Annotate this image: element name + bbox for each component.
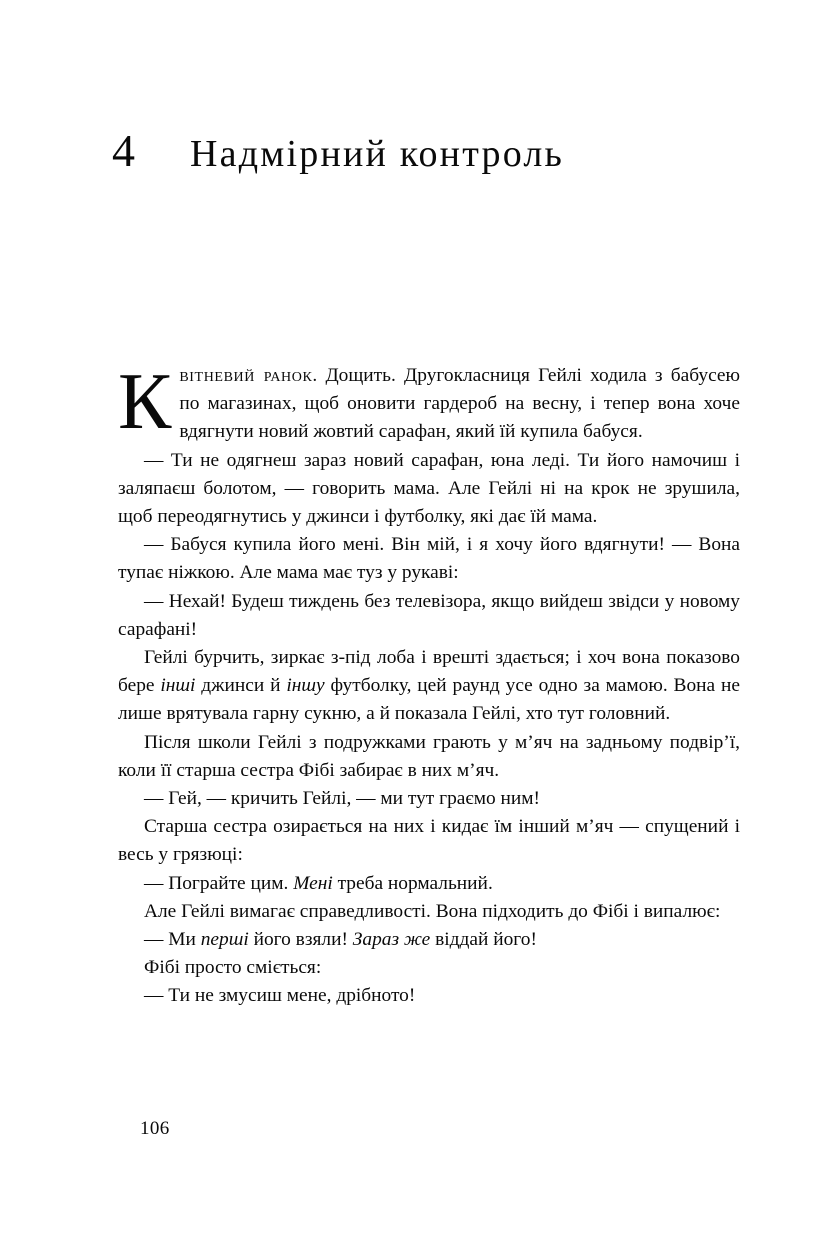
paragraph-text: Фібі просто сміється: — [144, 957, 322, 979]
chapter-title: Надмірний контроль — [190, 133, 565, 175]
paragraph-narrative-sister-throws-ball — [118, 813, 740, 869]
paragraph-dialogue-hey — [118, 785, 740, 813]
paragraph-text: — Пограйте цим. — [144, 872, 294, 894]
page-number: 106 — [140, 1118, 170, 1139]
emphasis-inshi: інші — [160, 675, 196, 697]
paragraph-dialogue-hailey-protest — [118, 531, 740, 587]
paragraph-text: віддай його! — [430, 929, 537, 951]
emphasis-inshu: іншу — [286, 675, 325, 697]
paragraph-text: Гейлі бурчить, зиркає з-під лоба і врешті здається; і хоч вона показово бере — [118, 647, 740, 697]
paragraph-dialogue-mother-warning — [118, 447, 740, 532]
emphasis-pershi: перші — [200, 929, 249, 951]
opening-text: . Дощить. Другокласниця Гейлі ходила з бабусею по магазинах, щоб оновити гардероб на весну, і тепер вона хоче вдягнути новий жовтий сарафан, який їй купила бабуся. — [179, 365, 740, 443]
paragraph-text: футболку, цей раунд усе одно за мамою. Вона не лише врятувала гарну сукню, а й показала Гейлі, хто тут головний. — [118, 675, 740, 725]
paragraph-text: — Ми — [144, 929, 201, 951]
paragraph-text: його взяли! — [248, 929, 353, 951]
paragraph-text: джинси й — [195, 675, 287, 697]
drop-cap: К — [118, 358, 172, 446]
paragraph-text: Але Гейлі вимагає справедливості. Вона підходить до Фібі і випалює: — [144, 900, 721, 922]
paragraph-narrative-hailey-demands-fairness — [118, 898, 740, 926]
paragraph-narrative-after-school — [118, 729, 740, 785]
paragraph-dialogue-you-cant-make-me — [118, 982, 740, 1010]
paragraph-text: — Ти не змусиш мене, дрібното! — [144, 985, 416, 1007]
paragraph-text: Після школи Гейлі з подружками грають у м’яч на задньому подвір’ї, коли її старша сестра Фібі забирає в них м’яч. — [118, 731, 740, 781]
body-text — [118, 358, 740, 1011]
paragraph-opening — [118, 358, 740, 447]
emphasis-zaraz-zhe: Зараз же — [352, 929, 431, 951]
paragraph-dialogue-mother-ultimatum — [118, 588, 740, 644]
paragraph-text: — Гей, — кричить Гейлі, — ми тут граємо ним! — [144, 788, 540, 810]
chapter-heading — [112, 125, 732, 176]
paragraph-text: треба нормальний. — [332, 872, 493, 894]
opening-small-caps: вітневий ранок — [179, 365, 313, 386]
paragraph-narrative-hailey-gives-in — [118, 644, 740, 729]
paragraph-text: — Нехай! Будеш тиждень без телевізора, якщо вийдеш звідси у новому сарафані! — [118, 590, 740, 640]
paragraph-dialogue-we-had-it-first — [118, 926, 740, 954]
paragraph-text: — Бабуся купила його мені. Він мій, і я хочу його вдягнути! — Вона тупає ніжкою. Але мама має туз у рукаві: — [118, 534, 740, 584]
paragraph-narrative-phoebe-laughs — [118, 954, 740, 982]
emphasis-meni: Мені — [293, 872, 333, 894]
paragraph-dialogue-play-with-this — [118, 870, 740, 898]
paragraph-text: Старша сестра озирається на них і кидає їм інший м’яч — спущений і весь у грязюці: — [118, 816, 740, 866]
chapter-number: 4 — [112, 125, 135, 176]
paragraph-text: — Ти не одягнеш зараз новий сарафан, юна леді. Ти його намочиш і заляпаєш болотом, — говорить мама. Але Гейлі ні на крок не зрушила, щоб переодягнутись у джинси і футболку, які дає їй мама. — [118, 449, 740, 528]
